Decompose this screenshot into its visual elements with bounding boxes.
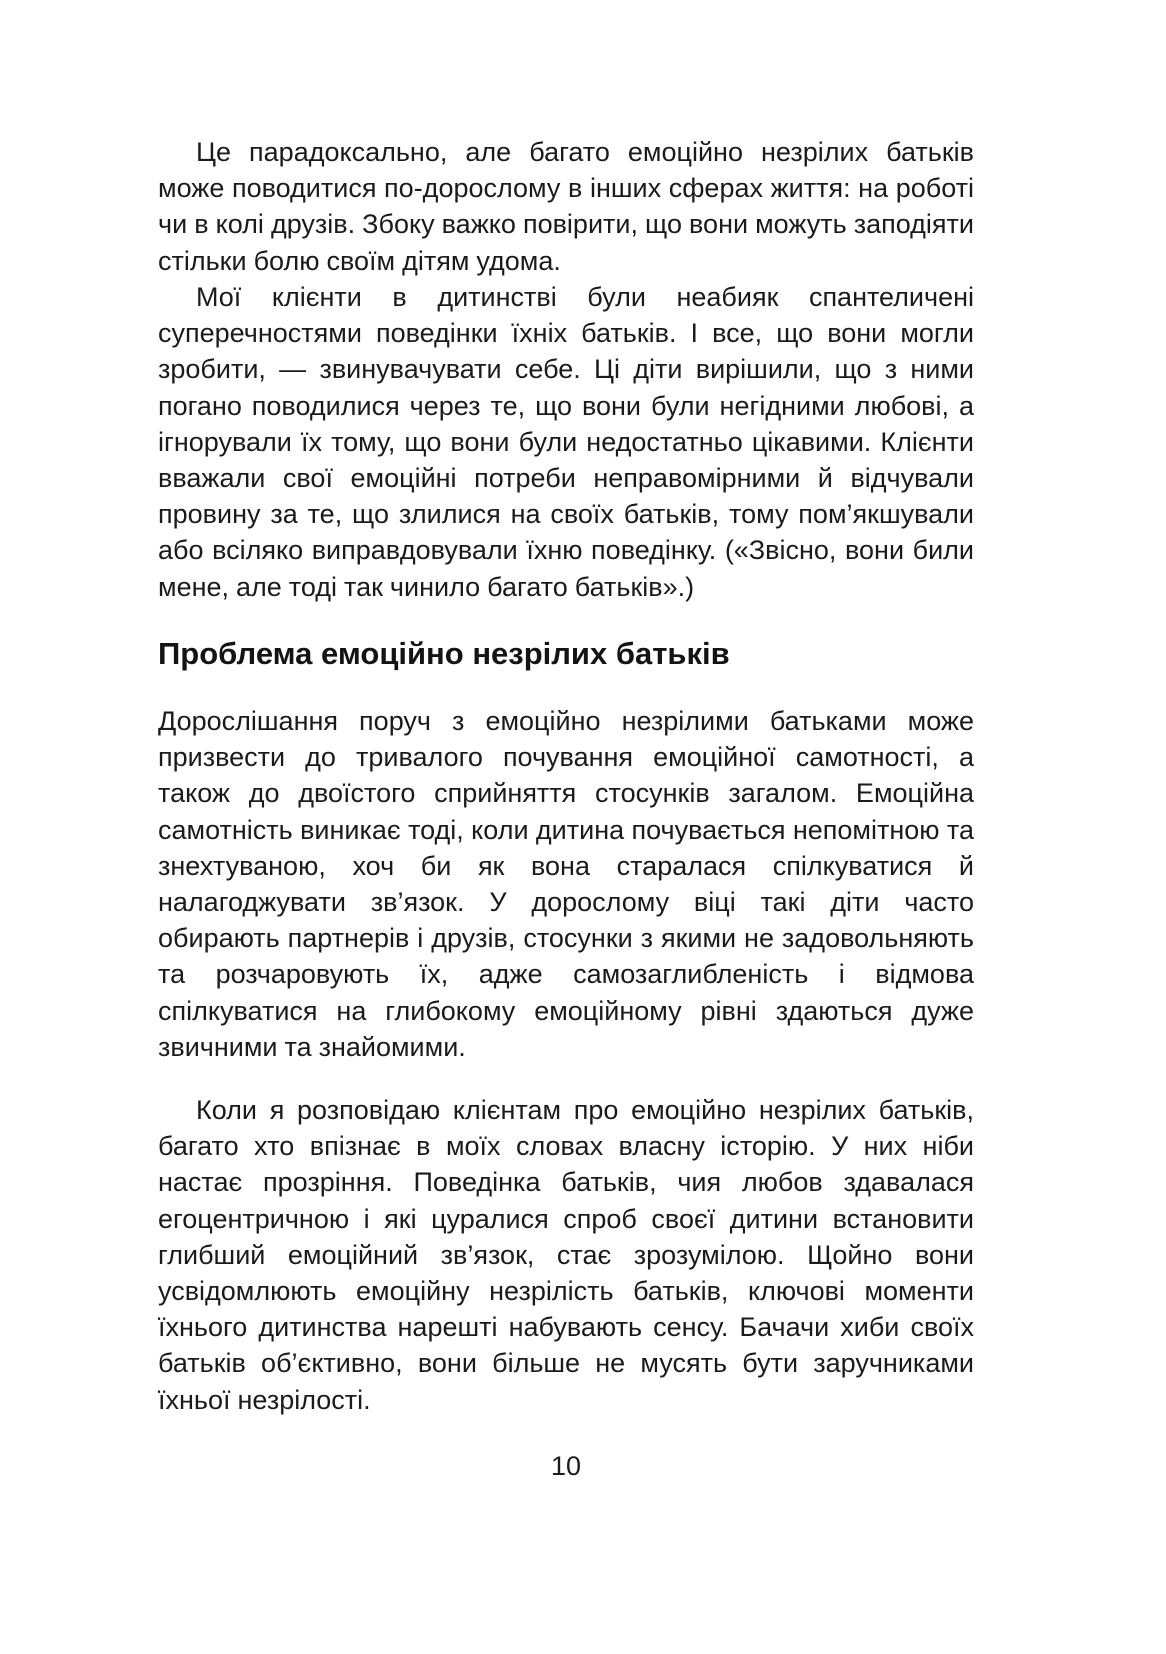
page-number: 10 xyxy=(550,1451,582,1481)
paragraph-clients-childhood: Мої клієнти в дитинстві були неабияк спантеличені суперечностями поведінки їхніх батьків. І все, що вони могли зробити, — звинувачувати себе. Ці діти вирішили, що з ними погано поводилися через те, що вони були негідними любові, а ігнорували їх тому, що вони були недостатньо цікавими. Клієнти вважали свої емоційні потреби неправомірними й відчували провину за те, що злилися на своїх батьків, тому пом’якшували або всіляко виправдовували їхню поведінку. («Звісно, вони били мене, але тоді так чинило багато батьків».) xyxy=(158,282,974,602)
paragraph-parents-paradox: Це парадоксально, але багато емоційно незрілих батьків може поводитися по-дорослому в інших сферах життя: на роботі чи в колі друзів. Збоку важко повірити, що вони можуть заподіяти стільки болю своїм дітям удома. xyxy=(158,137,974,276)
paragraph-recognition: Коли я розповідаю клієнтам про емоційно незрілих батьків, багато хто впізнає в моїх словах власну історію. У них ніби настає прозріння. Поведінка батьків, чия любов здавалася егоцентричною і які цуралися спроб своєї дитини встановити глибший емоційний зв’язок, стає зрозумілою. Щойно вони усвідомлюють емоційну незрілість батьків, ключові моменти їхнього дитинства нарешті набувають сенсу. Бачачи хиби своїх батьків об’єктивно, вони більше не мусять бути заручниками їхньої незрілості. xyxy=(158,1095,974,1415)
book-page xyxy=(158,0,974,1654)
paragraph-emotional-loneliness: Дорослішання поруч з емоційно незрілими батьками може призвести до тривалого почування емоційної самотності, а також до двоїстого сприйняття стосунків загалом. Емоційна самотність виникає тоді, коли дитина почувається непомітною та знехтуваною, хоч би як вона старалася спілкуватися й налагоджувати зв’язок. У дорослому віці такі діти часто обирають партнерів і друзів, стосунки з якими не задовольняють та розчаровують їх, адже самозаглибленість і відмова спілкуватися на глибокому емоційному рівні здаються дуже звичними та знайомими. xyxy=(158,706,974,1062)
section-heading: Проблема емоційно незрілих батьків xyxy=(158,636,730,671)
